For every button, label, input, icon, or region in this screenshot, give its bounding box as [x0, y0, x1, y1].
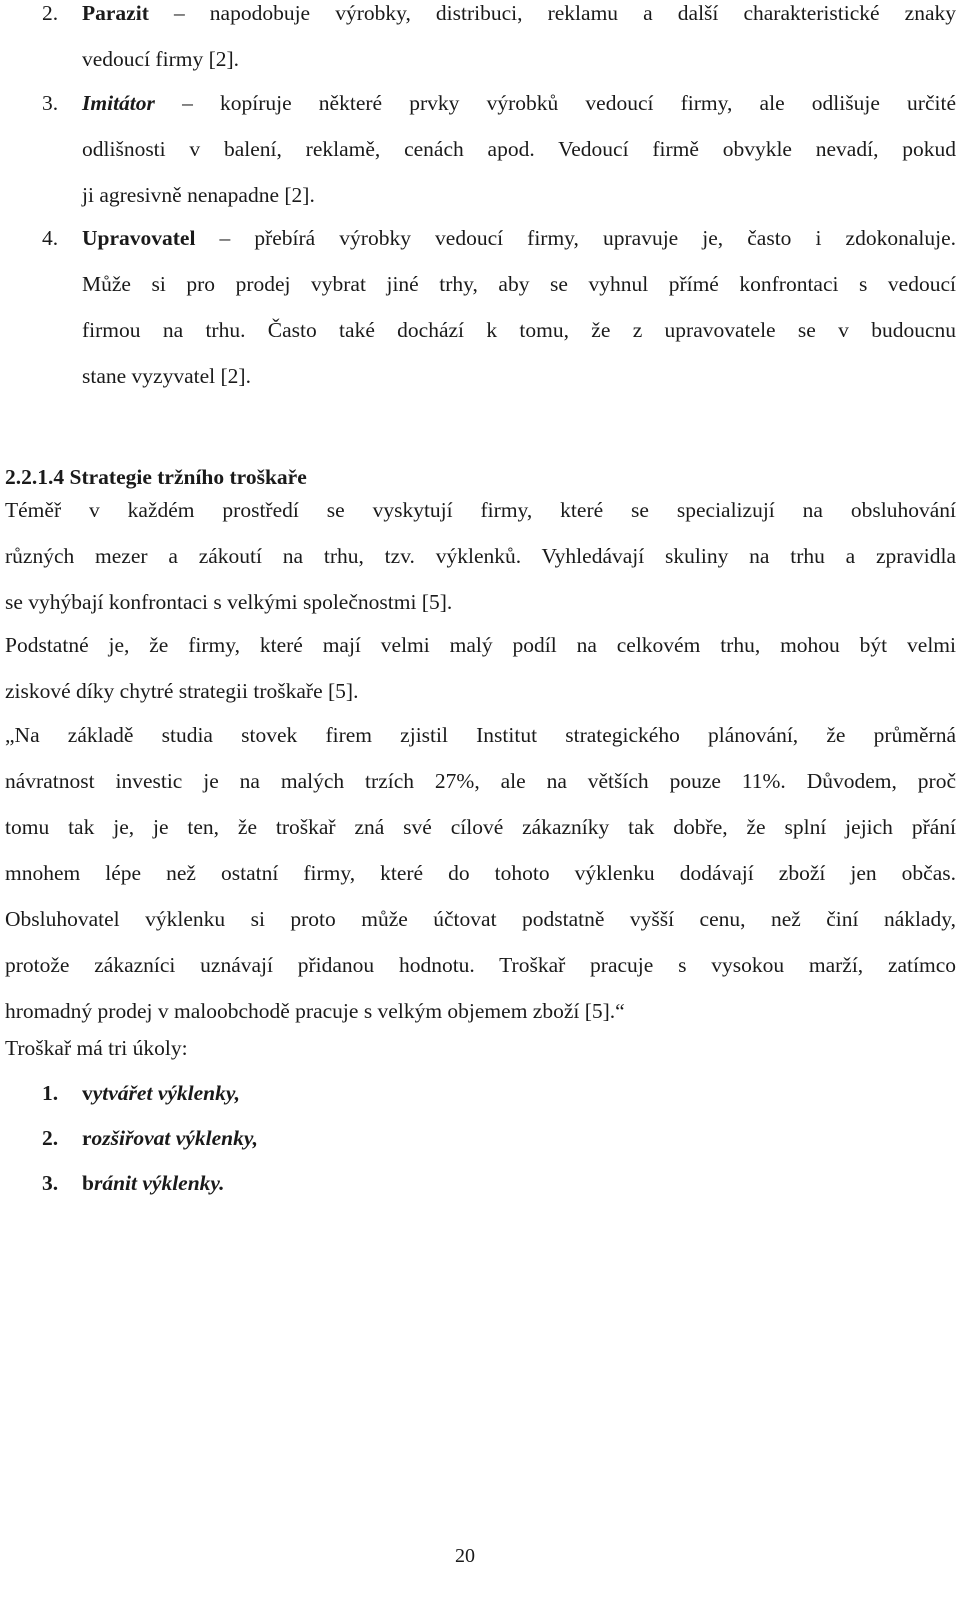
text-line: hromadný prodej v maloobchodě pracuje s velkým objemem zboží [5].“ — [5, 999, 625, 1023]
quote-paragraph — [5, 712, 956, 1034]
text-line: Upravovatel – přebírá výrobky vedoucí firmy, upravuje je, často i zdokonaluje. — [82, 226, 956, 250]
text-line: Téměř v každém prostředí se vyskytují firmy, které se specializují na obsluhování — [5, 498, 956, 522]
section-heading: 2.2.1.4 Strategie tržního troškaře — [5, 465, 307, 489]
page-number: 20 — [455, 1545, 475, 1567]
list-item-text — [82, 80, 956, 218]
text-line: Parazit – napodobuje výrobky, distribuci, reklamu a další charakteristické znaky — [82, 1, 956, 25]
task-number: 1. — [42, 1081, 59, 1105]
text-line: vedoucí firmy [2]. — [82, 47, 240, 71]
paragraph — [5, 1025, 956, 1071]
list-number: 4. — [42, 226, 59, 250]
text-line: mnohem lépe než ostatní firmy, které do tohoto výklenku dodávají zboží jen občas. — [5, 861, 956, 885]
text-line: Imitátor – kopíruje některé prvky výrobků vedoucí firmy, ale odlišuje určité — [82, 91, 956, 115]
list-item-text — [82, 0, 956, 82]
text-line: Může si pro prodej vybrat jiné trhy, aby se vyhnul přímé konfrontaci s vedoucí — [82, 272, 956, 296]
paragraph — [5, 487, 956, 625]
term-upravovatel: Upravovatel — [82, 226, 196, 250]
task-text: vytvářet výklenky, — [82, 1081, 240, 1105]
term-imitator: Imitátor — [82, 91, 155, 115]
list-item-text — [82, 215, 956, 399]
list-number: 2. — [42, 1, 59, 25]
text-line: ziskové díky chytré strategii troškaře [5]. — [5, 679, 359, 703]
text-line: se vyhýbají konfrontaci s velkými společnostmi [5]. — [5, 590, 453, 614]
text-line: Obsluhovatel výklenku si proto může účtovat podstatně vyšší cenu, než činí náklady, — [5, 907, 956, 931]
term-parazit: Parazit — [82, 1, 149, 25]
text-line: odlišnosti v balení, reklamě, cenách apod. Vedoucí firmě obvykle nevadí, pokud — [82, 137, 956, 161]
text-line: Podstatné je, že firmy, které mají velmi malý podíl na celkovém trhu, mohou být velmi — [5, 633, 956, 657]
text-line: protože zákazníci uznávají přidanou hodnotu. Troškař pracuje s vysokou marží, zatímco — [5, 953, 956, 977]
task-number: 3. — [42, 1171, 59, 1195]
text-line: firmou na trhu. Často také dochází k tomu, že z upravovatele se v budoucnu — [82, 318, 956, 342]
text-line: „Na základě studia stovek firem zjistil Institut strategického plánování, že průměrná — [5, 723, 956, 747]
text-line: ji agresivně nenapadne [2]. — [82, 183, 315, 207]
paragraph — [5, 622, 956, 714]
text-line: návratnost investic je na malých trzích 27%, ale na větších pouze 11%. Důvodem, proč — [5, 769, 956, 793]
task-text: bránit výklenky. — [82, 1171, 225, 1195]
text-line: Troškař má tri úkoly: — [5, 1036, 188, 1060]
text-line: různých mezer a zákoutí na trhu, tzv. výklenků. Vyhledávají skuliny na trhu a zpravidla — [5, 544, 956, 568]
text-line: stane vyzyvatel [2]. — [82, 364, 251, 388]
task-text: rozšiřovat výklenky, — [82, 1126, 258, 1150]
list-number: 3. — [42, 91, 59, 115]
text-line: tomu tak je, je ten, že troškař zná své cílové zákazníky tak dobře, že splní jejich přání — [5, 815, 956, 839]
task-number: 2. — [42, 1126, 59, 1150]
